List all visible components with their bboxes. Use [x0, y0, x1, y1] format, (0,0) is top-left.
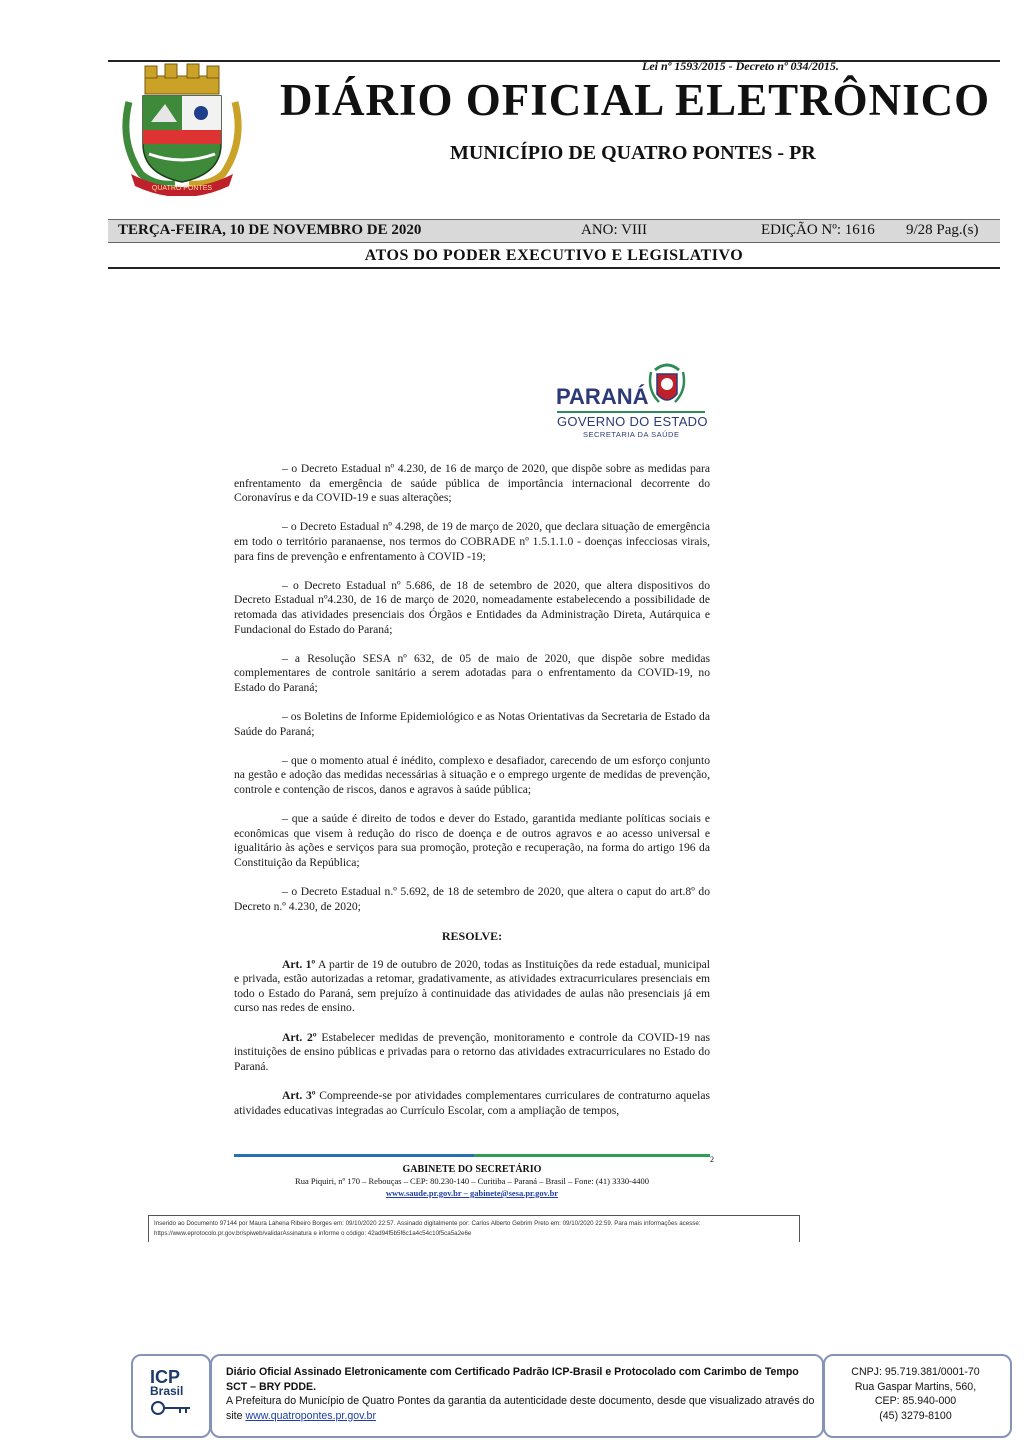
- logo-department: SECRETARIA DA SAÚDE: [583, 430, 680, 439]
- icp-logo-line2: Brasil: [150, 1384, 184, 1398]
- article-text: A partir de 19 de outubro de 2020, todas as Instituições da rede estadual, municipal e privada, estão autorizadas a retomar, gradativamente, as atividades extracurriculares presenciais em todo o Estado do Paraná, sem prejuízo à continuidade das atividades de aulas não presenciais já em curso nas redes de ensino.: [234, 957, 710, 1015]
- contact-cnpj: CNPJ: 95.719.381/0001-70: [851, 1366, 980, 1378]
- footer-rule-blue: [234, 1154, 474, 1157]
- logo-divider: [557, 411, 705, 413]
- considering-paragraph: – que o momento atual é inédito, complexo e desafiador, carecendo de um esforço conjunto na gestão e adoção das medidas necessárias à situação e o emprego urgente de medidas de prevenção, controle e contenção de riscos, danos e agravos à saúde pública;: [234, 753, 710, 797]
- considering-paragraph: – o Decreto Estadual nº 5.686, de 18 de setembro de 2020, que altera dispositivos do Decreto Estadual nº4.230, de 16 de março de 2020, nomeadamente estabelecendo a possibilidade de retomada das atividades presenciais dos Órgãos e Entidades da Administração Direta, Autárquica e Fundacional do Estado do Paraná;: [234, 578, 710, 636]
- icp-brasil-logo: [150, 1367, 184, 1398]
- article-paragraph: [234, 1031, 710, 1075]
- footer-address: Rua Piquiri, nº 170 – Rebouças – CEP: 80.230-140 – Curitiba – Paraná – Brasil – Fone: (41) 3330-4400: [295, 1176, 649, 1186]
- section-title: ATOS DO PODER EXECUTIVO E LEGISLATIVO: [364, 247, 744, 264]
- contact-info: [823, 1365, 1008, 1423]
- municipality-site-link[interactable]: www.quatropontes.pr.gov.br: [245, 1409, 376, 1422]
- article-label: Art. 2º: [282, 1030, 317, 1044]
- certification-body-text: A Prefeitura do Município de Quatro Pontes da garantia da autenticidade deste documento, desde que visualizado através do site: [226, 1395, 815, 1422]
- certification-body: [226, 1394, 816, 1423]
- contact-phone: (45) 3279-8100: [879, 1409, 952, 1422]
- municipality-subtitle: MUNICÍPIO DE QUATRO PONTES - PR: [450, 142, 816, 164]
- section-rule: [108, 267, 1000, 269]
- contact-cep: CEP: 85.940-000: [874, 1395, 957, 1407]
- considering-paragraph: – o Decreto Estadual nº 4.298, de 19 de março de 2020, que declara situação de emergência em todo o território paranaense, nos termos do COBRADE nº 1.5.1.1.0 - doenças infecciosas virais, para fins de prevenção e enfrentamento à COVID -19;: [234, 520, 710, 563]
- article-text: Compreende-se por atividades complementares curriculares de contraturno aquelas atividades educativas integradas ao Currículo Escolar, com a ampliação de tempos,: [234, 1088, 710, 1117]
- crest-ribbon-text: QUATRO PONTES: [151, 185, 213, 192]
- certification-heading: Diário Oficial Assinado Eletronicamente com Certificado Padrão ICP-Brasil e Protocolado com Carimbo de Tempo SCT – BRY PDDE.: [226, 1366, 799, 1393]
- icp-logo-line1: ICP: [150, 1367, 181, 1387]
- edition-info-bar: [108, 219, 1000, 243]
- article-label: Art. 3º: [282, 1088, 316, 1102]
- certification-text: [226, 1365, 816, 1423]
- contact-street: Rua Gaspar Martins, 560,: [854, 1380, 977, 1393]
- footer-links[interactable]: www.saude.pr.gov.br – gabinete@sesa.pr.gov.br: [385, 1188, 559, 1198]
- resolution-body: [234, 462, 710, 1133]
- article-paragraph: [234, 1089, 710, 1118]
- considering-paragraph: – o Decreto Estadual n.º 5.692, de 18 de setembro de 2020, que altera o caput do art.8º do Decreto n.º 4.230, de 2020;: [234, 885, 710, 913]
- edition-date: TERÇA-FEIRA, 10 DE NOVEMBRO DE 2020: [118, 222, 422, 238]
- page-count: 9/28 Pag.(s): [906, 222, 979, 238]
- article-text: Estabelecer medidas de prevenção, monitoramento e controle da COVID-19 nas instituições de ensino públicas e privadas para o retorno das atividades extracurriculares no Estado do Paraná.: [234, 1030, 710, 1073]
- key-icon: [150, 1400, 192, 1416]
- considering-paragraph: – o Decreto Estadual nº 4.230, de 16 de março de 2020, que dispõe sobre as medidas para enfrentamento da emergência de saúde pública de importância internacional decorrente do Coronavírus e da COVID-19 e suas alterações;: [234, 462, 710, 505]
- logo-government: GOVERNO DO ESTADO: [557, 414, 708, 429]
- logo-state-name: PARANÁ: [556, 384, 649, 409]
- considering-paragraph: – a Resolução SESA nº 632, de 05 de maio de 2020, que dispõe sobre medidas complementares de controle sanitário a serem adotadas para o enfrentamento da COVID-19, no Estado do Paraná;: [234, 651, 710, 694]
- law-reference: Lei nº 1593/2015 - Decreto nº 034/2015.: [642, 59, 839, 73]
- edition-number: EDIÇÃO Nº: 1616: [761, 222, 875, 238]
- resolve-heading: RESOLVE:: [441, 929, 503, 943]
- digital-signature-stamp: Inserido ao Documento 97144 por Maura Lahena Ribeiro Borges em: 09/10/2020 22:57. Assinado digitalmente por: Carlos Alberto Gebrim Preto em: 09/10/2020 22:59. Para mais informações acesse: https://www.eprotocolo.pr.gov.br/spiweb/validarAssinatura e informe o código: 42ad94f5b5f6c1a4c54c10f5ca5a2e6e: [148, 1215, 800, 1242]
- article-label: Art. 1º: [282, 957, 316, 971]
- footer-rule-green: [474, 1154, 710, 1157]
- inner-page-number: 2: [710, 1155, 714, 1164]
- considering-paragraph: – que a saúde é direito de todos e dever do Estado, garantida mediante políticas sociais e econômicas que visem à redução do risco de doença e de outros agravos e ao acesso universal e igualitário às ações e serviços para sua promoção, proteção e recuperação, na forma do artigo 196 da Constituição da República;: [234, 812, 710, 870]
- article-paragraph: [234, 958, 710, 1016]
- edition-year: ANO: VIII: [581, 222, 647, 238]
- footer-office: GABINETE DO SECRETÁRIO: [402, 1164, 542, 1175]
- considering-paragraph: – os Boletins de Informe Epidemiológico e as Notas Orientativas da Secretaria de Estado da Saúde do Paraná;: [234, 710, 710, 738]
- municipal-crest-icon: [115, 62, 249, 196]
- newspaper-title: DIÁRIO OFICIAL ELETRÔNICO: [280, 75, 991, 125]
